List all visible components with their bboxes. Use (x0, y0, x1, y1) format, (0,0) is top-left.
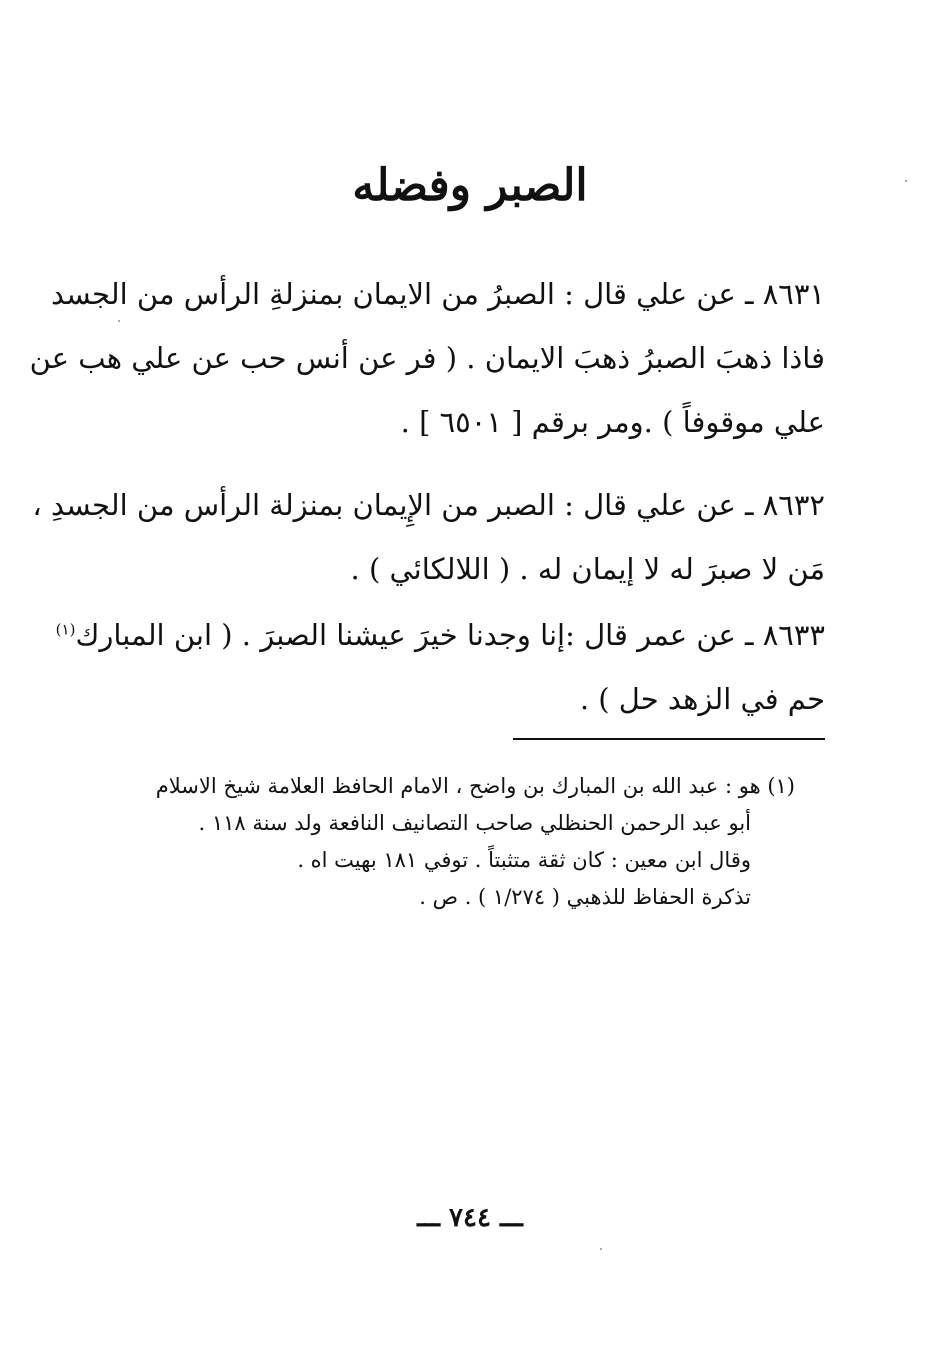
footnote (115, 768, 795, 916)
hadith-line: علي موقوفاً ) .ومر برقم [ ٦٥٠١ ] . (400, 405, 825, 439)
footnote-marker: (١) (55, 620, 76, 639)
footnote-line: وقال ابن معين : كان ثقة متثبتاً . توفي ١٨١ بهيت اه . (297, 848, 751, 872)
hadith-entry (55, 603, 825, 731)
footnote-divider (513, 738, 825, 740)
hadith-line: مَن لا صبرَ له لا إيمان له . ( اللالكائي ) . (350, 552, 825, 586)
scan-speck (600, 1248, 602, 1250)
hadith-line-text: ٨٦٣٣ ـ عن عمر قال :إنا وجدنا خيرَ عيشنا الصبرَ . ( ابن المبارك (75, 618, 825, 652)
scan-speck (118, 320, 120, 322)
hadith-line: ٨٦٣١ ـ عن علي قال : الصبرُ من الايمان بمنزلةِ الرأس من الجسد (50, 277, 825, 311)
page-number: ـــ ٧٤٤ ـــ (417, 1203, 523, 1233)
footnote-line: أبو عبد الرحمن الحنظلي صاحب التصانيف النافعة ولد سنة ١١٨ . (198, 811, 751, 835)
hadith-line: حم في الزهد حل ) . (579, 682, 825, 716)
scan-speck (905, 180, 907, 182)
footnote-line: (١) هو : عبد الله بن المبارك بن واضح ، الامام الحافظ العلامة شيخ الاسلام (155, 774, 795, 798)
hadith-line: فاذا ذهبَ الصبرُ ذهبَ الايمان . ( فر عن أنس حب عن علي هب عن (29, 341, 825, 375)
hadith-entry (32, 473, 825, 601)
hadith-line (55, 603, 825, 667)
chapter-title: الصبر وفضله (352, 160, 588, 211)
hadith-line: ٨٦٣٢ ـ عن علي قال : الصبر من الإِيمان بمنزلة الرأس من الجسدِ ، (32, 488, 825, 522)
footnote-line: تذكرة الحفاظ للذهبي ( ١/٢٧٤ ) . ص . (419, 885, 751, 909)
hadith-entry (29, 262, 825, 454)
